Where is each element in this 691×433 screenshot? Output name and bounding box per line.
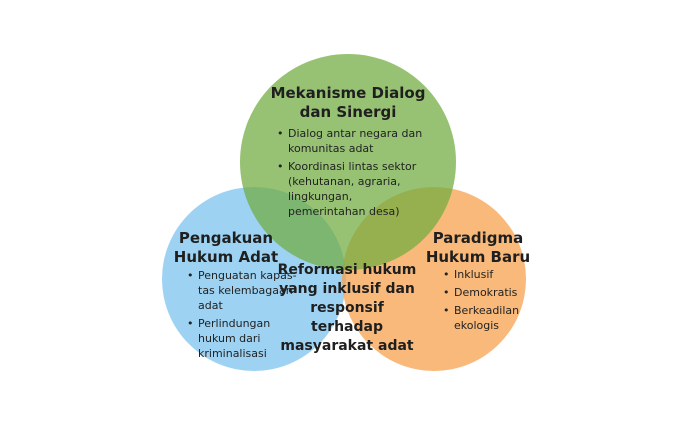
list-item: • Inklusif [454,267,544,282]
list-item: • Dialog antar negara dan komunitas adat [288,126,438,156]
top-circle-title-line2: dan Sinergi [299,103,397,121]
top-circle-title [268,84,428,122]
list-item: • Demokratis [454,285,544,300]
left-circle-title [166,229,286,267]
right-circle-title-line1: Paradigma [432,229,524,247]
top-circle-list [276,126,438,222]
list-item: • Penguatan kapas- tas kelembagaan adat [198,268,298,313]
left-circle-title-line2: Hukum Adat [173,248,279,266]
left-circle-title-line1: Pengakuan [178,229,274,247]
right-circle-list [442,267,544,336]
right-circle-title [418,229,538,267]
top-circle-title-line1: Mekanisme Dialog [270,84,426,102]
list-item: • Koordinasi lintas sektor (kehutanan, agraria, lingkungan, pemerintahan desa) [288,159,438,219]
list-item: • Perlindungan hukum dari kriminalisasi [198,316,298,361]
list-item: • Berkeadilan ekologis [454,303,544,333]
right-circle-title-line2: Hukum Baru [425,248,531,266]
center-text: Reformasi hukum yang inklusif dan responsif terhadap masyarakat adat [277,262,417,354]
